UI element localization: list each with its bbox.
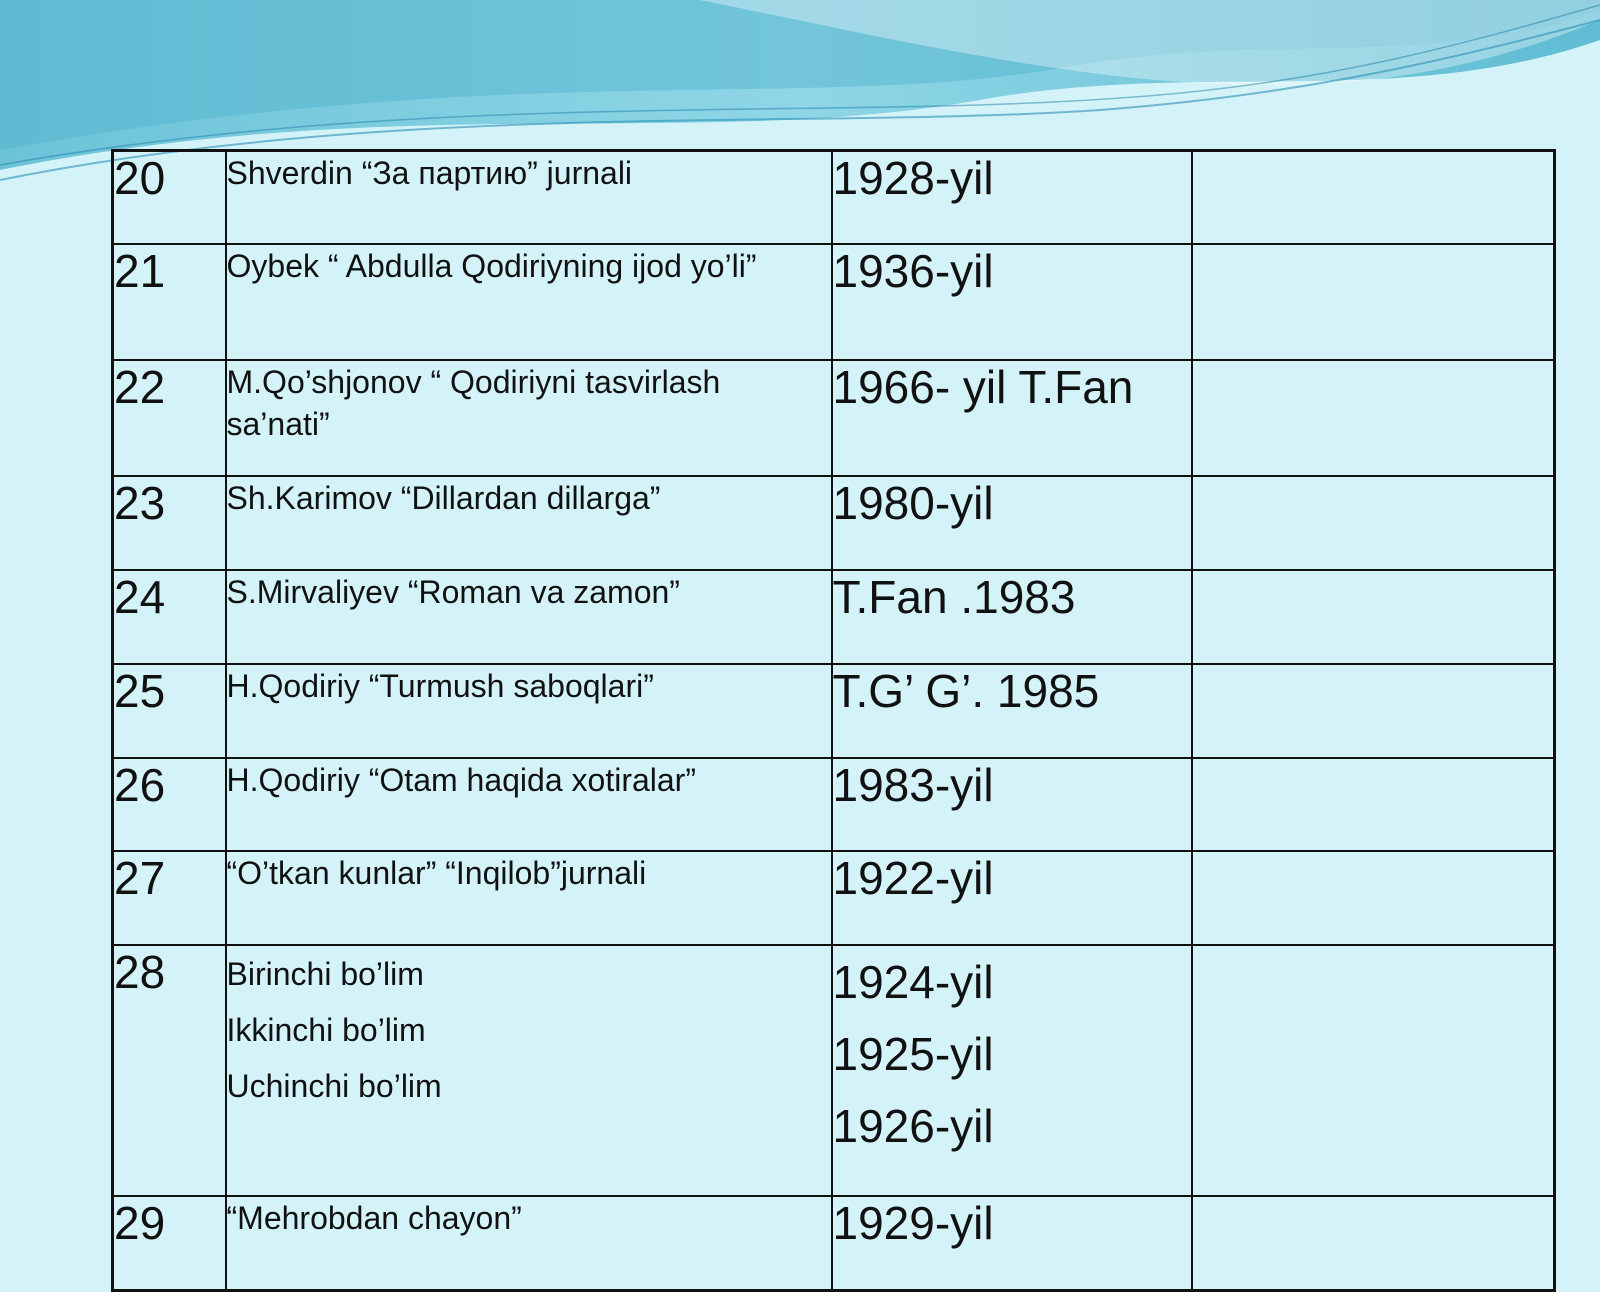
work-title: M.Qo’shjonov “ Qodiriyni tasvirlash sa’nati” bbox=[226, 360, 832, 476]
row-number: 23 bbox=[113, 476, 226, 570]
row-number: 27 bbox=[113, 851, 226, 945]
empty-cell bbox=[1192, 151, 1555, 244]
works-table bbox=[111, 149, 1556, 1292]
row-number: 28 bbox=[113, 945, 226, 1196]
empty-cell bbox=[1192, 945, 1555, 1196]
empty-cell bbox=[1192, 570, 1555, 663]
work-year: 1929-yil bbox=[832, 1196, 1192, 1290]
work-year: 1983-yil bbox=[832, 758, 1192, 851]
work-part: Ikkinchi bo’lim bbox=[226, 1012, 426, 1049]
empty-cell bbox=[1192, 851, 1555, 945]
work-title: Shverdin “За партию” jurnali bbox=[226, 151, 832, 244]
table-row bbox=[113, 570, 1555, 663]
empty-cell bbox=[1192, 758, 1555, 851]
empty-cell bbox=[1192, 664, 1555, 758]
table-row bbox=[113, 476, 1555, 570]
row-number: 21 bbox=[113, 244, 226, 360]
work-part: Uchinchi bo’lim bbox=[226, 1068, 442, 1105]
empty-cell bbox=[1192, 360, 1555, 476]
row-number: 25 bbox=[113, 664, 226, 758]
table-row bbox=[113, 360, 1555, 476]
work-parts bbox=[226, 945, 832, 1196]
work-year: 1928-yil bbox=[832, 151, 1192, 244]
work-year: T.G’ G’. 1985 bbox=[832, 664, 1192, 758]
work-title: S.Mirvaliyev “Roman va zamon” bbox=[226, 570, 832, 663]
row-number: 26 bbox=[113, 758, 226, 851]
work-year: 1980-yil bbox=[832, 476, 1192, 570]
work-years bbox=[832, 945, 1192, 1196]
table-row bbox=[113, 945, 1555, 1196]
work-year: T.Fan .1983 bbox=[832, 570, 1192, 663]
empty-cell bbox=[1192, 476, 1555, 570]
row-number: 20 bbox=[113, 151, 226, 244]
work-title: “Mehrobdan chayon” bbox=[226, 1196, 832, 1290]
work-title: H.Qodiriy “Otam haqida xotiralar” bbox=[226, 758, 832, 851]
work-year: 1966- yil T.Fan bbox=[832, 360, 1192, 476]
row-number: 29 bbox=[113, 1196, 226, 1290]
work-title: “O’tkan kunlar” “Inqilob”jurnali bbox=[226, 851, 832, 945]
work-year: 1925-yil bbox=[832, 1028, 994, 1081]
row-number: 22 bbox=[113, 360, 226, 476]
table-row bbox=[113, 851, 1555, 945]
work-title: H.Qodiriy “Turmush saboqlari” bbox=[226, 664, 832, 758]
empty-cell bbox=[1192, 1196, 1555, 1290]
row-number: 24 bbox=[113, 570, 226, 663]
work-part: Birinchi bo’lim bbox=[226, 956, 424, 993]
table-row bbox=[113, 151, 1555, 244]
table-row bbox=[113, 1196, 1555, 1290]
work-year: 1936-yil bbox=[832, 244, 1192, 360]
work-year: 1924-yil bbox=[832, 956, 994, 1009]
work-year: 1922-yil bbox=[832, 851, 1192, 945]
work-year: 1926-yil bbox=[832, 1100, 994, 1153]
work-title: Sh.Karimov “Dillardan dillarga” bbox=[226, 476, 832, 570]
table-row bbox=[113, 244, 1555, 360]
empty-cell bbox=[1192, 244, 1555, 360]
table-row bbox=[113, 758, 1555, 851]
work-title: Oybek “ Abdulla Qodiriyning ijod yo’li” bbox=[226, 244, 832, 360]
table-row bbox=[113, 664, 1555, 758]
